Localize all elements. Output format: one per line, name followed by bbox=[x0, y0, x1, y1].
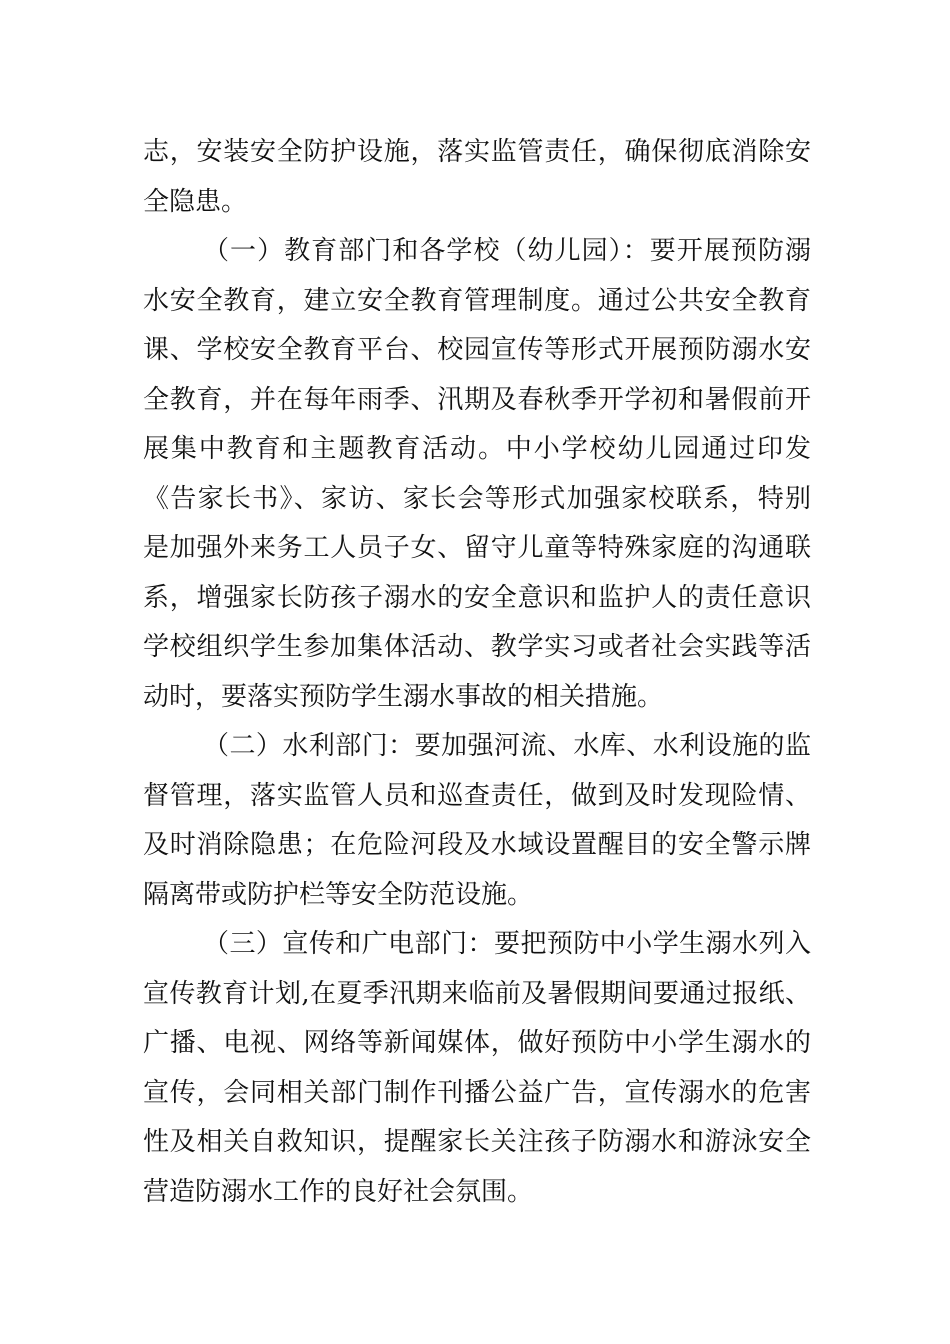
text-line: 《告家长书》、家访、家长会等形式加强家校联系，特别 bbox=[143, 483, 811, 514]
text-line: 学校组织学生参加集体活动、教学实习或者社会实践等活 bbox=[143, 632, 811, 662]
text-line: 隔离带或防护栏等安全防范设施。 bbox=[143, 879, 534, 910]
text-line: 志，安装安全防护设施，落实监管责任，确保彻底消除安 bbox=[143, 137, 811, 167]
text-line: 宣传教育计划,在夏季汛期来临前及暑假期间要通过报纸、 bbox=[143, 978, 811, 1009]
text-line: 系，增强家长防孩子溺水的安全意识和监护人的责任意识 bbox=[143, 582, 811, 613]
paragraph-first-line: （三）宣传和广电部门：要把预防中小学生溺水列入 bbox=[203, 929, 811, 959]
text-line: 及时消除隐患；在危险河段及水域设置醒目的安全警示牌 bbox=[143, 830, 811, 860]
text-line: 动时，要落实预防学生溺水事故的相关措施。 bbox=[143, 681, 664, 712]
document-body bbox=[143, 128, 811, 1217]
text-line: 是加强外来务工人员子女、留守儿童等特殊家庭的沟通联 bbox=[143, 533, 811, 563]
text-line: 全隐患。 bbox=[143, 186, 248, 217]
text-line: 水安全教育，建立安全教育管理制度。通过公共安全教育 bbox=[143, 285, 811, 316]
text-line: 课、学校安全教育平台、校园宣传等形式开展预防溺水安 bbox=[143, 335, 811, 365]
text-line: 广播、电视、网络等新闻媒体，做好预防中小学生溺水的 bbox=[143, 1028, 811, 1058]
text-line: 性及相关自救知识，提醒家长关注孩子防溺水和游泳安全 bbox=[143, 1127, 811, 1157]
text-line: 督管理，落实监管人员和巡查责任，做到及时发现险情、 bbox=[143, 780, 811, 811]
text-line: 展集中教育和主题教育活动。中小学校幼儿园通过印发 bbox=[143, 434, 811, 464]
paragraph-first-line: （二）水利部门：要加强河流、水库、水利设施的监 bbox=[203, 731, 811, 761]
text-line: 宣传，会同相关部门制作刊播公益广告，宣传溺水的危害 bbox=[143, 1077, 811, 1108]
paragraph-first-line: （一）教育部门和各学校（幼儿园）：要开展预防溺 bbox=[203, 236, 811, 266]
text-line: 全教育，并在每年雨季、汛期及春秋季开学初和暑假前开 bbox=[143, 384, 811, 415]
text-line: 营造防溺水工作的良好社会氛围。 bbox=[143, 1176, 534, 1207]
